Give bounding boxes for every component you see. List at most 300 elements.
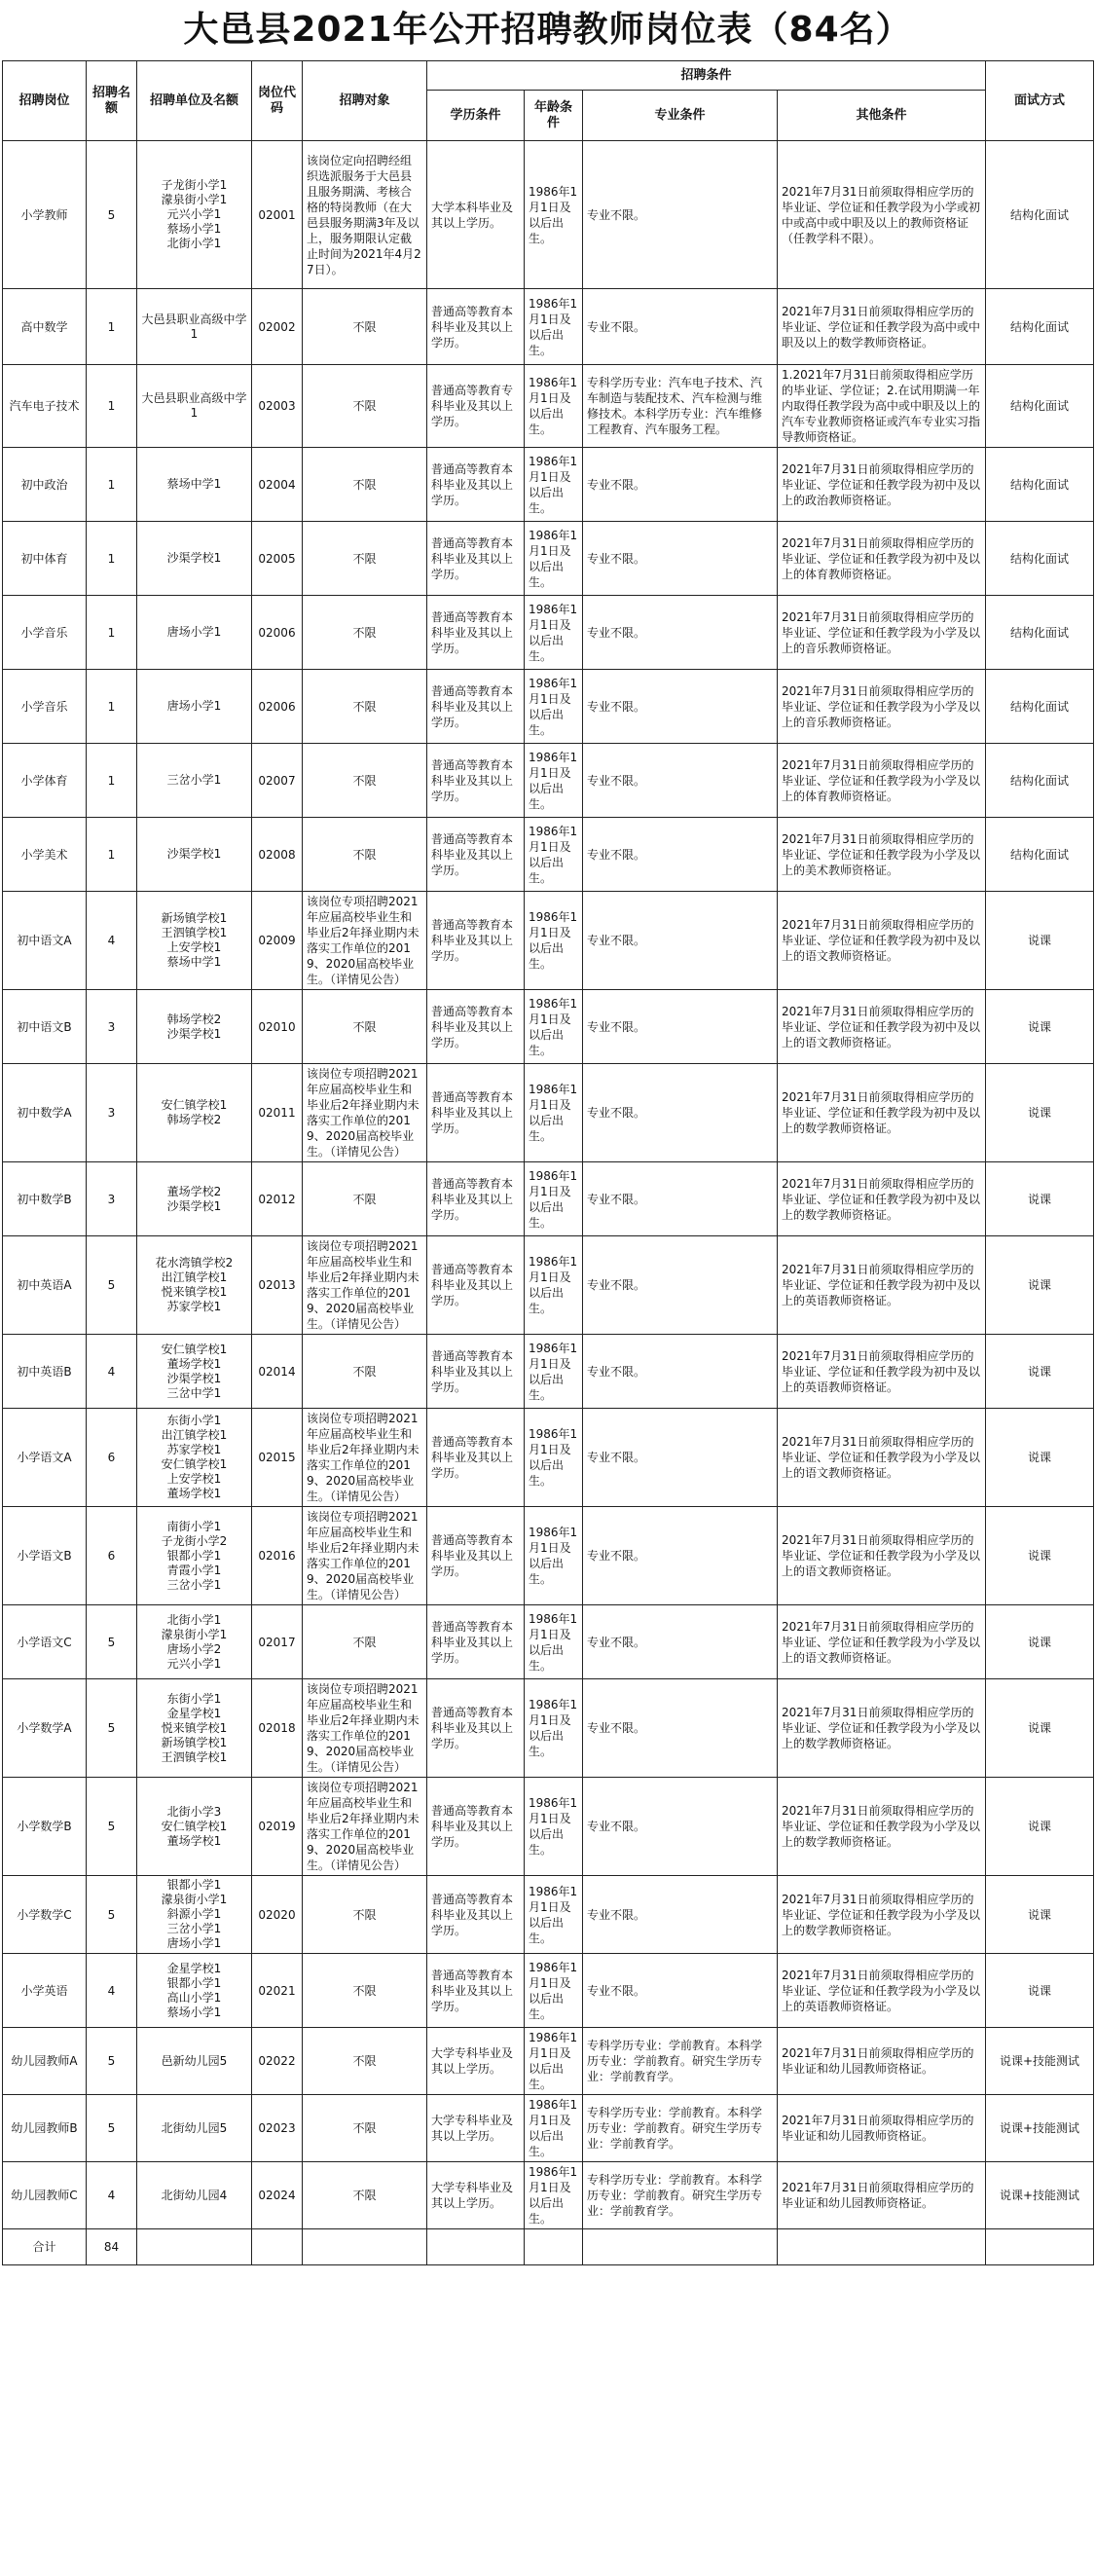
unit-item: 沙渠学校1 <box>166 1026 222 1041</box>
unit-item: 元兴小学1 <box>166 207 222 221</box>
cell-other: 2021年7月31日前须取得相应学历的毕业证、学位证和任教学段为小学及以上的数学教师资格证。 <box>778 1876 986 1954</box>
cell-age: 1986年1月1日及以后出生。 <box>525 1409 583 1507</box>
unit-item: 子龙街小学1 <box>161 178 228 192</box>
unit-item: 青霞小学1 <box>166 1563 222 1577</box>
cell-other: 2021年7月31日前须取得相应学历的毕业证、学位证和任教学段为初中及以上的数学教师资格证。 <box>778 1064 986 1162</box>
cell-other: 2021年7月31日前须取得相应学历的毕业证、学位证和任教学段为初中及以上的体育教师资格证。 <box>778 522 986 596</box>
cell-other: 2021年7月31日前须取得相应学历的毕业证和幼儿园教师资格证。 <box>778 2095 986 2162</box>
unit-item: 蔡场小学1 <box>166 2005 222 2019</box>
cell-units <box>137 818 252 892</box>
unit-item: 新场镇学校1 <box>161 911 228 925</box>
table-row <box>3 1954 1094 2028</box>
cell-post: 初中语文A <box>3 892 87 990</box>
cell-num: 5 <box>87 1778 137 1876</box>
cell-edu: 普通高等教育本科毕业及其以上学历。 <box>427 1605 525 1679</box>
cell-code: 02018 <box>252 1679 303 1778</box>
cell-interview: 结构化面试 <box>986 670 1094 744</box>
cell-num: 5 <box>87 1236 137 1335</box>
cell-major: 专科学历专业：学前教育。本科学历专业：学前教育。研究生学历专业：学前教育学。 <box>583 2162 778 2229</box>
cell-age: 1986年1月1日及以后出生。 <box>525 1335 583 1409</box>
unit-item: 北街小学3 <box>166 1804 222 1819</box>
cell-units <box>137 744 252 818</box>
cell-other: 2021年7月31日前须取得相应学历的毕业证、学位证和任教学段为初中及以上的英语教师资格证。 <box>778 1236 986 1335</box>
cell-num: 5 <box>87 2028 137 2095</box>
cell-major: 专业不限。 <box>583 1679 778 1778</box>
table-row <box>3 1778 1094 1876</box>
unit-item: 濛泉街小学1 <box>161 193 228 206</box>
cell-target: 不限 <box>303 289 427 365</box>
header-code: 岗位代码 <box>252 61 303 141</box>
cell-post: 小学教师 <box>3 141 87 289</box>
unit-item: 蔡场中学1 <box>166 477 222 491</box>
cell-code: 02012 <box>252 1162 303 1236</box>
cell-interview: 说课 <box>986 1064 1094 1162</box>
unit-item: 上安学校1 <box>166 940 222 954</box>
unit-item: 大邑县职业高级中学1 <box>141 312 247 341</box>
unit-item: 出江镇学校1 <box>161 1428 228 1442</box>
cell-other: 2021年7月31日前须取得相应学历的毕业证、学位证和任教学段为小学及以上的语文教师资格证。 <box>778 1605 986 1679</box>
cell-num: 1 <box>87 818 137 892</box>
cell-age: 1986年1月1日及以后出生。 <box>525 2162 583 2229</box>
table-row <box>3 818 1094 892</box>
cell-num: 1 <box>87 365 137 448</box>
cell-num: 3 <box>87 990 137 1064</box>
unit-item: 北街幼儿园5 <box>161 2120 228 2135</box>
cell-target: 不限 <box>303 1162 427 1236</box>
unit-item: 北街小学1 <box>166 1612 222 1627</box>
cell-edu: 普通高等教育本科毕业及其以上学历。 <box>427 1064 525 1162</box>
cell-target: 不限 <box>303 2095 427 2162</box>
cell-other: 2021年7月31日前须取得相应学历的毕业证、学位证和任教学段为小学及以上的语文教师资格证。 <box>778 1507 986 1605</box>
cell-code: 02003 <box>252 365 303 448</box>
cell-num: 1 <box>87 744 137 818</box>
cell-edu: 大学本科毕业及其以上学历。 <box>427 141 525 289</box>
cell-interview: 结构化面试 <box>986 141 1094 289</box>
table-row <box>3 1679 1094 1778</box>
unit-item: 濛泉街小学1 <box>161 1893 228 1906</box>
table-row <box>3 1605 1094 1679</box>
unit-item: 董场学校1 <box>166 1487 222 1500</box>
cell-code: 02007 <box>252 744 303 818</box>
unit-item: 安仁镇学校1 <box>161 1342 228 1356</box>
cell-edu: 普通高等教育本科毕业及其以上学历。 <box>427 1409 525 1507</box>
cell-num: 4 <box>87 1335 137 1409</box>
cell-other: 2021年7月31日前须取得相应学历的毕业证、学位证和任教学段为小学或初中或高中或中职及以上的教师资格证（任教学科不限）。 <box>778 141 986 289</box>
header-age: 年龄条件 <box>525 91 583 141</box>
cell-other: 2021年7月31日前须取得相应学历的毕业证和幼儿园教师资格证。 <box>778 2162 986 2229</box>
cell-major: 专业不限。 <box>583 744 778 818</box>
cell-major: 专业不限。 <box>583 1162 778 1236</box>
cell-major: 专业不限。 <box>583 448 778 522</box>
cell-age: 1986年1月1日及以后出生。 <box>525 892 583 990</box>
table-body <box>3 141 1094 2229</box>
cell-post: 初中数学B <box>3 1162 87 1236</box>
cell-other: 2021年7月31日前须取得相应学历的毕业证、学位证和任教学段为初中及以上的英语教师资格证。 <box>778 1335 986 1409</box>
cell-age: 1986年1月1日及以后出生。 <box>525 744 583 818</box>
header-post: 招聘岗位 <box>3 61 87 141</box>
cell-age: 1986年1月1日及以后出生。 <box>525 1679 583 1778</box>
unit-item: 董场学校2 <box>166 1184 222 1198</box>
unit-item: 元兴小学1 <box>166 1656 222 1671</box>
unit-item: 唐场小学2 <box>166 1641 222 1656</box>
cell-interview: 说课 <box>986 1507 1094 1605</box>
unit-item: 三岔中学1 <box>166 1385 222 1400</box>
cell-edu: 大学专科毕业及其以上学历。 <box>427 2162 525 2229</box>
cell-code: 02024 <box>252 2162 303 2229</box>
cell-target: 不限 <box>303 744 427 818</box>
cell-units <box>137 522 252 596</box>
cell-post: 小学英语 <box>3 1954 87 2028</box>
cell-units <box>137 1778 252 1876</box>
cell-code: 02013 <box>252 1236 303 1335</box>
table-row <box>3 1162 1094 1236</box>
cell-interview: 说课 <box>986 990 1094 1064</box>
cell-major: 专业不限。 <box>583 892 778 990</box>
unit-item: 南街小学1 <box>166 1519 222 1533</box>
cell-num: 6 <box>87 1409 137 1507</box>
cell-units <box>137 365 252 448</box>
cell-edu: 普通高等教育本科毕业及其以上学历。 <box>427 1778 525 1876</box>
cell-num: 1 <box>87 596 137 670</box>
unit-item: 唐场小学1 <box>166 1936 222 1950</box>
cell-other: 2021年7月31日前须取得相应学历的毕业证、学位证和任教学段为小学及以上的数学教师资格证。 <box>778 1679 986 1778</box>
unit-item: 斜源小学1 <box>166 1907 222 1921</box>
cell-other: 2021年7月31日前须取得相应学历的毕业证、学位证和任教学段为初中及以上的政治教师资格证。 <box>778 448 986 522</box>
header-num: 招聘名额 <box>87 61 137 141</box>
unit-item: 东街小学1 <box>166 1414 222 1427</box>
table-row <box>3 522 1094 596</box>
cell-major: 专业不限。 <box>583 522 778 596</box>
cell-units <box>137 289 252 365</box>
cell-num: 4 <box>87 892 137 990</box>
unit-item: 韩场学校2 <box>166 1113 222 1126</box>
cell-age: 1986年1月1日及以后出生。 <box>525 1876 583 1954</box>
unit-item: 三岔小学1 <box>166 773 222 787</box>
cell-num: 5 <box>87 1605 137 1679</box>
unit-item: 新场镇学校1 <box>161 1735 228 1749</box>
unit-item: 银都小学1 <box>166 1975 222 1990</box>
cell-post: 小学体育 <box>3 744 87 818</box>
cell-interview: 说课+技能测试 <box>986 2162 1094 2229</box>
unit-item: 花水湾镇学校2 <box>155 1256 234 1270</box>
cell-units <box>137 448 252 522</box>
cell-target: 该岗位专项招聘2021年应届高校毕业生和毕业后2年择业期内未落实工作单位的2019、2020届高校毕业生。（详情见公告） <box>303 1236 427 1335</box>
cell-major: 专业不限。 <box>583 289 778 365</box>
cell-num: 6 <box>87 1507 137 1605</box>
cell-units <box>137 1605 252 1679</box>
cell-edu: 普通高等教育本科毕业及其以上学历。 <box>427 1162 525 1236</box>
table-row <box>3 892 1094 990</box>
cell-units <box>137 1507 252 1605</box>
cell-code: 02011 <box>252 1064 303 1162</box>
unit-item: 董场学校1 <box>166 1356 222 1371</box>
table-row <box>3 1507 1094 1605</box>
cell-interview: 说课 <box>986 1335 1094 1409</box>
cell-post: 初中数学A <box>3 1064 87 1162</box>
cell-interview: 说课 <box>986 1236 1094 1335</box>
unit-item: 三岔小学1 <box>166 1577 222 1592</box>
cell-edu: 普通高等教育本科毕业及其以上学历。 <box>427 289 525 365</box>
table-row <box>3 1335 1094 1409</box>
cell-age: 1986年1月1日及以后出生。 <box>525 141 583 289</box>
cell-code: 02006 <box>252 596 303 670</box>
cell-interview: 说课 <box>986 1954 1094 2028</box>
cell-post: 小学音乐 <box>3 670 87 744</box>
cell-interview: 说课 <box>986 1605 1094 1679</box>
unit-item: 金星学校1 <box>166 1961 222 1975</box>
unit-item: 沙渠学校1 <box>166 551 222 565</box>
cell-age: 1986年1月1日及以后出生。 <box>525 818 583 892</box>
cell-other: 2021年7月31日前须取得相应学历的毕业证、学位证和任教学段为小学及以上的语文教师资格证。 <box>778 1409 986 1507</box>
cell-target: 该岗位专项招聘2021年应届高校毕业生和毕业后2年择业期内未落实工作单位的2019、2020届高校毕业生。（详情见公告） <box>303 1507 427 1605</box>
cell-num: 5 <box>87 141 137 289</box>
cell-major: 专业不限。 <box>583 1335 778 1409</box>
cell-major: 专业不限。 <box>583 1778 778 1876</box>
cell-interview: 说课 <box>986 1162 1094 1236</box>
cell-target: 该岗位定向招聘经组织选派服务于大邑县且服务期满、考核合格的特岗教师（在大邑县服务期满3年及以上，服务期限认定截止时间为2021年4月27日）。 <box>303 141 427 289</box>
cell-target: 不限 <box>303 818 427 892</box>
unit-item: 安仁镇学校1 <box>161 1457 228 1471</box>
cell-code: 02020 <box>252 1876 303 1954</box>
cell-other: 2021年7月31日前须取得相应学历的毕业证、学位证和任教学段为小学及以上的美术教师资格证。 <box>778 818 986 892</box>
cell-units <box>137 1954 252 2028</box>
cell-age: 1986年1月1日及以后出生。 <box>525 1778 583 1876</box>
unit-item: 出江镇学校1 <box>161 1270 228 1284</box>
cell-edu: 大学专科毕业及其以上学历。 <box>427 2095 525 2162</box>
cell-major: 专业不限。 <box>583 1236 778 1335</box>
page-title: 大邑县2021年公开招聘教师岗位表（84名） <box>183 10 912 50</box>
cell-age: 1986年1月1日及以后出生。 <box>525 289 583 365</box>
cell-target: 不限 <box>303 990 427 1064</box>
cell-post: 小学数学B <box>3 1778 87 1876</box>
cell-interview: 结构化面试 <box>986 289 1094 365</box>
cell-target: 不限 <box>303 1876 427 1954</box>
unit-item: 安仁镇学校1 <box>161 1819 228 1833</box>
cell-target: 不限 <box>303 2028 427 2095</box>
cell-major: 专业不限。 <box>583 141 778 289</box>
unit-item: 高山小学1 <box>166 1990 222 2005</box>
table-row <box>3 1236 1094 1335</box>
header-other: 其他条件 <box>778 91 986 141</box>
table-row <box>3 141 1094 289</box>
recruitment-table <box>2 60 1094 2265</box>
cell-post: 小学数学C <box>3 1876 87 1954</box>
cell-units <box>137 1162 252 1236</box>
unit-item: 子龙街小学2 <box>161 1533 228 1548</box>
cell-units <box>137 990 252 1064</box>
unit-item: 蔡场小学1 <box>166 222 222 236</box>
cell-edu: 普通高等教育本科毕业及其以上学历。 <box>427 522 525 596</box>
cell-major: 专业不限。 <box>583 818 778 892</box>
cell-edu: 普通高等教育专科毕业及其以上学历。 <box>427 365 525 448</box>
cell-major: 专科学历专业：学前教育。本科学历专业：学前教育。研究生学历专业：学前教育学。 <box>583 2028 778 2095</box>
cell-num: 1 <box>87 670 137 744</box>
cell-code: 02019 <box>252 1778 303 1876</box>
cell-edu: 普通高等教育本科毕业及其以上学历。 <box>427 990 525 1064</box>
cell-age: 1986年1月1日及以后出生。 <box>525 1605 583 1679</box>
cell-edu: 普通高等教育本科毕业及其以上学历。 <box>427 892 525 990</box>
unit-item: 北街小学1 <box>166 237 222 250</box>
cell-post: 小学数学A <box>3 1679 87 1778</box>
unit-item: 苏家学校1 <box>166 1300 222 1313</box>
cell-units <box>137 1236 252 1335</box>
unit-item: 悦来镇学校1 <box>161 1720 228 1735</box>
cell-code: 02002 <box>252 289 303 365</box>
cell-target: 该岗位专项招聘2021年应届高校毕业生和毕业后2年择业期内未落实工作单位的2019、2020届高校毕业生。（详情见公告） <box>303 1778 427 1876</box>
cell-major: 专业不限。 <box>583 670 778 744</box>
cell-post: 高中数学 <box>3 289 87 365</box>
cell-age: 1986年1月1日及以后出生。 <box>525 990 583 1064</box>
cell-other: 2021年7月31日前须取得相应学历的毕业证、学位证和任教学段为小学及以上的数学教师资格证。 <box>778 1778 986 1876</box>
unit-item: 邑新幼儿园5 <box>161 2053 228 2068</box>
cell-post: 初中英语A <box>3 1236 87 1335</box>
cell-edu: 普通高等教育本科毕业及其以上学历。 <box>427 596 525 670</box>
cell-units <box>137 670 252 744</box>
cell-post: 小学美术 <box>3 818 87 892</box>
cell-other: 2021年7月31日前须取得相应学历的毕业证、学位证和任教学段为初中及以上的语文教师资格证。 <box>778 892 986 990</box>
header-target: 招聘对象 <box>303 61 427 141</box>
cell-units <box>137 1064 252 1162</box>
cell-edu: 大学专科毕业及其以上学历。 <box>427 2028 525 2095</box>
cell-other: 2021年7月31日前须取得相应学历的毕业证、学位证和任教学段为小学及以上的英语教师资格证。 <box>778 1954 986 2028</box>
cell-edu: 普通高等教育本科毕业及其以上学历。 <box>427 1679 525 1778</box>
cell-edu: 普通高等教育本科毕业及其以上学历。 <box>427 1335 525 1409</box>
cell-post: 初中政治 <box>3 448 87 522</box>
header-conditions: 招聘条件 <box>427 61 986 91</box>
table-row <box>3 670 1094 744</box>
unit-item: 沙渠学校1 <box>166 847 222 861</box>
cell-code: 02022 <box>252 2028 303 2095</box>
cell-major: 专业不限。 <box>583 1507 778 1605</box>
cell-units <box>137 141 252 289</box>
cell-units <box>137 2162 252 2229</box>
cell-other: 1.2021年7月31日前须取得相应学历的毕业证、学位证；2.在试用期满一年内取得任教学段为高中或中职及以上的汽车专业教师资格证或汽车专业实习指导教师资格证。 <box>778 365 986 448</box>
unit-item: 大邑县职业高级中学1 <box>141 391 247 420</box>
table-row <box>3 289 1094 365</box>
cell-age: 1986年1月1日及以后出生。 <box>525 448 583 522</box>
cell-edu: 普通高等教育本科毕业及其以上学历。 <box>427 670 525 744</box>
cell-major: 专业不限。 <box>583 1605 778 1679</box>
cell-num: 4 <box>87 1954 137 2028</box>
cell-age: 1986年1月1日及以后出生。 <box>525 1064 583 1162</box>
cell-num: 5 <box>87 1876 137 1954</box>
table-row <box>3 2095 1094 2162</box>
cell-interview: 结构化面试 <box>986 365 1094 448</box>
unit-item: 王泗镇学校1 <box>161 1749 228 1764</box>
unit-item: 金星学校1 <box>166 1706 222 1720</box>
total-row <box>3 2229 1094 2265</box>
cell-num: 1 <box>87 448 137 522</box>
cell-code: 02023 <box>252 2095 303 2162</box>
cell-major: 专业不限。 <box>583 1876 778 1954</box>
cell-target: 不限 <box>303 670 427 744</box>
cell-units <box>137 596 252 670</box>
unit-item: 上安学校1 <box>166 1472 222 1486</box>
unit-item: 韩场学校2 <box>166 1012 222 1026</box>
unit-item: 濛泉街小学1 <box>161 1627 228 1641</box>
unit-item: 银都小学1 <box>166 1878 222 1892</box>
cell-interview: 说课 <box>986 1876 1094 1954</box>
cell-code: 02005 <box>252 522 303 596</box>
cell-target: 不限 <box>303 522 427 596</box>
cell-edu: 普通高等教育本科毕业及其以上学历。 <box>427 818 525 892</box>
cell-num: 1 <box>87 289 137 365</box>
cell-target: 不限 <box>303 365 427 448</box>
unit-item: 董场学校1 <box>166 1833 222 1848</box>
cell-post: 小学语文C <box>3 1605 87 1679</box>
cell-target: 该岗位专项招聘2021年应届高校毕业生和毕业后2年择业期内未落实工作单位的2019、2020届高校毕业生。（详情见公告） <box>303 1409 427 1507</box>
cell-interview: 说课+技能测试 <box>986 2095 1094 2162</box>
unit-item: 安仁镇学校1 <box>161 1098 228 1112</box>
header-interview: 面试方式 <box>986 61 1094 141</box>
table-row <box>3 1409 1094 1507</box>
cell-code: 02001 <box>252 141 303 289</box>
header-edu: 学历条件 <box>427 91 525 141</box>
table-row <box>3 365 1094 448</box>
cell-post: 幼儿园教师C <box>3 2162 87 2229</box>
cell-age: 1986年1月1日及以后出生。 <box>525 2095 583 2162</box>
cell-other: 2021年7月31日前须取得相应学历的毕业证、学位证和任教学段为小学及以上的音乐教师资格证。 <box>778 670 986 744</box>
cell-post: 小学语文B <box>3 1507 87 1605</box>
cell-post: 幼儿园教师B <box>3 2095 87 2162</box>
cell-num: 1 <box>87 522 137 596</box>
cell-edu: 普通高等教育本科毕业及其以上学历。 <box>427 448 525 522</box>
cell-code: 02008 <box>252 818 303 892</box>
cell-target: 该岗位专项招聘2021年应届高校毕业生和毕业后2年择业期内未落实工作单位的2019、2020届高校毕业生。（详情见公告） <box>303 892 427 990</box>
total-num: 84 <box>87 2229 137 2265</box>
cell-interview: 说课 <box>986 1679 1094 1778</box>
cell-code: 02016 <box>252 1507 303 1605</box>
table-row <box>3 744 1094 818</box>
cell-other: 2021年7月31日前须取得相应学历的毕业证和幼儿园教师资格证。 <box>778 2028 986 2095</box>
cell-other: 2021年7月31日前须取得相应学历的毕业证、学位证和任教学段为小学及以上的体育教师资格证。 <box>778 744 986 818</box>
cell-num: 4 <box>87 2162 137 2229</box>
cell-edu: 普通高等教育本科毕业及其以上学历。 <box>427 1236 525 1335</box>
cell-code: 02004 <box>252 448 303 522</box>
cell-num: 5 <box>87 2095 137 2162</box>
cell-units <box>137 1876 252 1954</box>
cell-units <box>137 2095 252 2162</box>
table-row <box>3 990 1094 1064</box>
cell-age: 1986年1月1日及以后出生。 <box>525 670 583 744</box>
cell-major: 专业不限。 <box>583 1409 778 1507</box>
unit-item: 唐场小学1 <box>166 699 222 713</box>
cell-edu: 普通高等教育本科毕业及其以上学历。 <box>427 1954 525 2028</box>
table-row <box>3 2028 1094 2095</box>
cell-post: 幼儿园教师A <box>3 2028 87 2095</box>
cell-code: 02017 <box>252 1605 303 1679</box>
unit-item: 三岔小学1 <box>166 1922 222 1935</box>
header-major: 专业条件 <box>583 91 778 141</box>
cell-interview: 说课 <box>986 892 1094 990</box>
cell-major: 专科学历专业：汽车电子技术、汽车制造与装配技术、汽车检测与维修技术。本科学历专业：汽车维修工程教育、汽车服务工程。 <box>583 365 778 448</box>
cell-interview: 结构化面试 <box>986 744 1094 818</box>
cell-major: 专业不限。 <box>583 1954 778 2028</box>
cell-other: 2021年7月31日前须取得相应学历的毕业证、学位证和任教学段为初中及以上的数学教师资格证。 <box>778 1162 986 1236</box>
cell-code: 02021 <box>252 1954 303 2028</box>
cell-age: 1986年1月1日及以后出生。 <box>525 2028 583 2095</box>
unit-item: 蔡场中学1 <box>166 955 222 969</box>
cell-post: 初中英语B <box>3 1335 87 1409</box>
unit-item: 王泗镇学校1 <box>161 926 228 939</box>
cell-post: 汽车电子技术 <box>3 365 87 448</box>
cell-code: 02015 <box>252 1409 303 1507</box>
cell-target: 不限 <box>303 1335 427 1409</box>
cell-post: 初中体育 <box>3 522 87 596</box>
table-row <box>3 2162 1094 2229</box>
cell-other: 2021年7月31日前须取得相应学历的毕业证、学位证和任教学段为小学及以上的音乐教师资格证。 <box>778 596 986 670</box>
unit-item: 沙渠学校1 <box>166 1371 222 1385</box>
